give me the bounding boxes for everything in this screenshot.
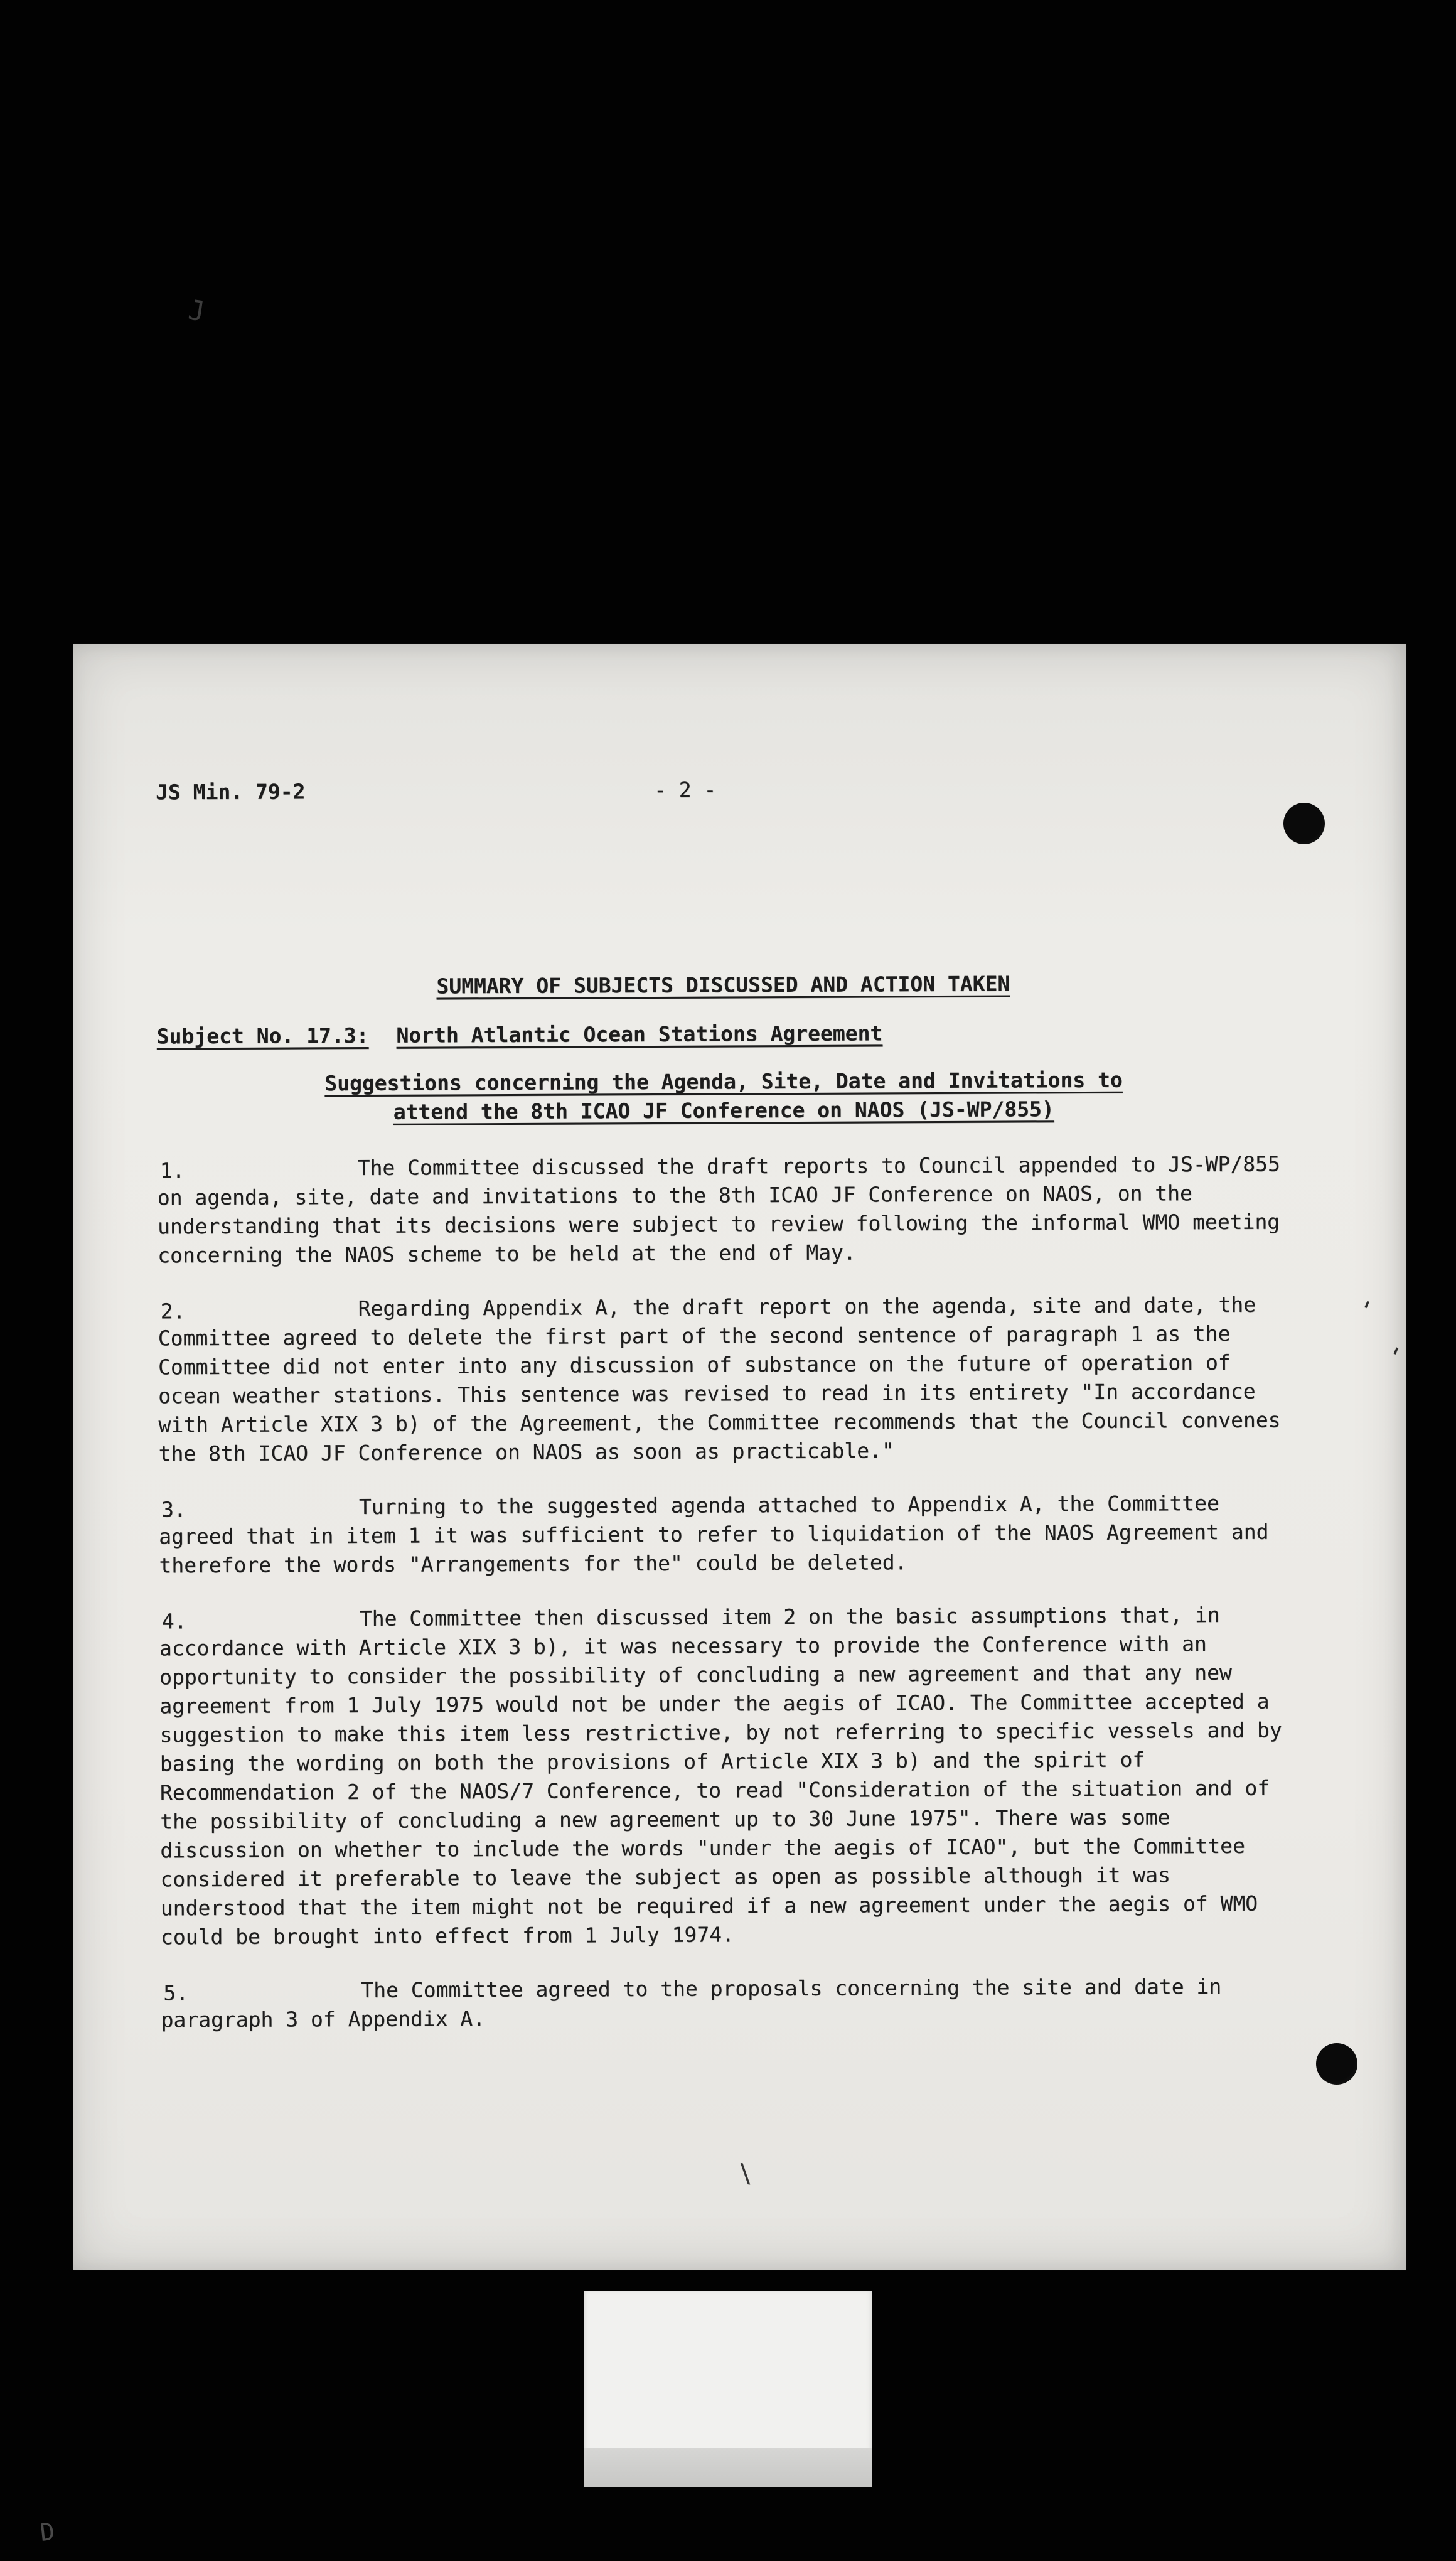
film-frame-marker-shadow xyxy=(584,2448,872,2487)
subtitle-line-2: attend the 8th ICAO JF Conference on NAOS (JS-WP/855) xyxy=(393,1097,1054,1124)
document-body xyxy=(156,969,1294,2035)
film-scratch-mark: D xyxy=(38,2517,56,2547)
paragraph-number: 1. xyxy=(159,1158,185,1183)
punch-hole-bottom xyxy=(1316,2043,1357,2085)
paragraph-text: Turning to the suggested agenda attached to Appendix A, the Committee agreed that in item 1 it was sufficient to refer to liquidation of the NAOS Agreement and therefore the words "Arrangements for the" could be deleted. xyxy=(159,1491,1269,1578)
document-title-text: SUMMARY OF SUBJECTS DISCUSSED AND ACTION TAKEN xyxy=(436,971,1010,999)
paragraph-text: The Committee then discussed item 2 on the basic assumptions that, in accordance with Article XIX 3 b), it was necessary to provide the Conference with an opportunity to consider the possibility of concluding a new agreement and that any new agreement from 1 July 1975 would not be under the aegis of ICAO. The Committee accepted a suggestion to make this item less restrictive, by not referring to specific vessels and by basing the wording on both the provisions of Article XIX 3 b) and the spirit of Recommendation 2 of the NAOS/7 Conference, to read "Consideration of the situation and of the possibility of concluding a new agreement up to 30 June 1975". There was some discussion on whether to include the words "under the aegis of ICAO", but the Committee considered it preferable to leave the subject as open as possible although it was understood that the item might not be required if a new agreement under the aegis of WMO could be brought into effect from 1 July 1974. xyxy=(159,1603,1282,1950)
paragraph-2 xyxy=(158,1291,1292,1469)
paragraph-1 xyxy=(158,1150,1292,1270)
subject-line xyxy=(157,1017,1290,1051)
paragraph-text: Regarding Appendix A, the draft report on the agenda, site and date, the Committee agreed to delete the first part of the second sentence of paragraph 1 as the Committee did not enter into any discussion of substance on the future of operation of ocean weather stations. This sentence was revised to read in its entirety "In accordance with Article XIX 3 b) of the Agreement, the Committee recommends that the Council convenes the 8th ICAO JF Conference on NAOS as soon as practicable." xyxy=(158,1292,1281,1466)
document-title xyxy=(156,969,1290,1002)
paragraph-number: 5. xyxy=(163,1980,189,2005)
paragraph-4 xyxy=(159,1601,1294,1952)
paragraph-3 xyxy=(159,1489,1293,1581)
paragraph-text: The Committee agreed to the proposals concerning the site and date in paragraph 3 of Appendix A. xyxy=(161,1974,1222,2032)
document-reference: JS Min. 79-2 xyxy=(155,779,306,805)
page-number: - 2 - xyxy=(653,777,717,802)
pen-tick-mark: ' xyxy=(1380,1340,1406,1373)
pen-tick-mark: ' xyxy=(1351,1294,1377,1327)
subject-label: Subject No. 17.3: xyxy=(156,1023,369,1049)
document-content xyxy=(73,638,1413,2270)
paragraph-5 xyxy=(161,1972,1294,2035)
stray-slash-mark: \ xyxy=(736,2158,755,2189)
paragraph-number: 2. xyxy=(160,1299,186,1324)
punch-hole-top xyxy=(1283,803,1325,844)
document-subtitle xyxy=(157,1065,1290,1128)
paragraph-number: 4. xyxy=(161,1609,187,1634)
subject-name: North Atlantic Ocean Stations Agreement xyxy=(396,1021,883,1048)
film-scratch-mark: J xyxy=(186,294,207,328)
document-page xyxy=(73,644,1406,2270)
subtitle-line-1: Suggestions concerning the Agenda, Site, Date and Invitations to xyxy=(324,1067,1123,1096)
page-header xyxy=(156,773,1289,807)
paragraph-number: 3. xyxy=(161,1497,186,1522)
film-frame-marker xyxy=(584,2291,872,2487)
paragraph-text: The Committee discussed the draft reports to Council appended to JS-WP/855 on agenda, site, date and invitations to the 8th ICAO JF Conference on NAOS, on the understanding that its decisions were subject to review following the informal WMO meeting concerning the NAOS scheme to be held at the end of May. xyxy=(157,1151,1280,1268)
